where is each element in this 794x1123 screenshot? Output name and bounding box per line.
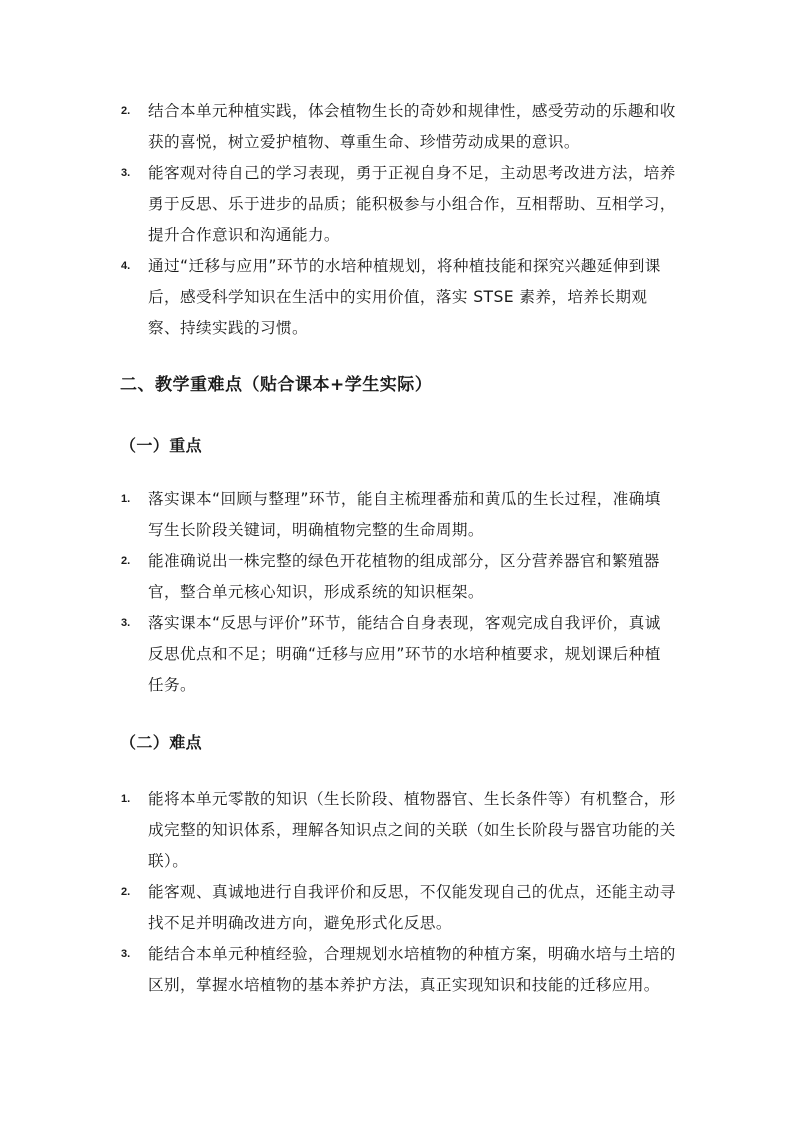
difficult-point-item: [0, 784, 794, 877]
objective-item: [0, 96, 794, 158]
list-text: 落实课本“反思与评价”环节，能结合自身表现，客观完成自我评价，真诚反思优点和不足；明确“迁移与应用”环节的水培种植要求，规划课后种植任务。: [148, 614, 661, 694]
list-text: 结合本单元种植实践，体会植物生长的奇妙和规律性，感受劳动的乐趣和收获的喜悦，树立爱护植物、尊重生命、珍惜劳动成果的意识。: [148, 102, 676, 151]
difficult-points-list: [0, 784, 794, 1001]
section-heading: 二、教学重难点（贴合课本+学生实际）: [120, 375, 433, 395]
list-text: 能准确说出一株完整的绿色开花植物的组成部分，区分营养器官和繁殖器官，整合单元核心知识，形成系统的知识框架。: [148, 552, 660, 601]
objective-item: [0, 251, 794, 344]
list-text: 能将本单元零散的知识（生长阶段、植物器官、生长条件等）有机整合，形成完整的知识体系，理解各知识点之间的关联（如生长阶段与器官功能的关联）。: [148, 790, 676, 870]
list-text: 能结合本单元种植经验，合理规划水培植物的种植方案，明确水培与土培的区别，掌握水培植物的基本养护方法，真正实现知识和技能的迁移应用。: [148, 945, 676, 994]
list-number: 2.: [121, 886, 131, 898]
list-number: 1.: [121, 793, 131, 805]
key-point-item: [0, 608, 794, 701]
list-text: 落实课本“回顾与整理”环节，能自主梳理番茄和黄瓜的生长过程，准确填写生长阶段关键词，明确植物完整的生命周期。: [148, 490, 661, 539]
list-number: 4.: [121, 260, 131, 272]
list-text: 能客观、真诚地进行自我评价和反思，不仅能发现自己的优点，还能主动寻找不足并明确改进方向，避免形式化反思。: [148, 883, 676, 932]
key-point-item: [0, 546, 794, 608]
list-number: 3.: [121, 167, 131, 179]
subsection-heading-key-points: （一）重点: [120, 436, 203, 455]
difficult-point-item: [0, 877, 794, 939]
list-number: 3.: [121, 617, 131, 629]
key-point-item: [0, 484, 794, 546]
list-number: 1.: [121, 493, 131, 505]
list-number: 2.: [121, 555, 131, 567]
key-points-list: [0, 484, 794, 701]
list-text: 通过“迁移与应用”环节的水培种植规划，将种植技能和探究兴趣延伸到课后，感受科学知识在生活中的实用价值，落实 STSE 素养，培养长期观察、持续实践的习惯。: [148, 257, 661, 337]
list-number: 2.: [121, 105, 131, 117]
objective-item: [0, 158, 794, 251]
objectives-list: [0, 96, 794, 344]
subsection-heading-difficult-points: （二）难点: [120, 733, 203, 752]
difficult-point-item: [0, 939, 794, 1001]
list-number: 3.: [121, 948, 131, 960]
list-text: 能客观对待自己的学习表现，勇于正视自身不足，主动思考改进方法，培养勇于反思、乐于进步的品质；能积极参与小组合作，互相帮助、互相学习，提升合作意识和沟通能力。: [148, 164, 676, 244]
